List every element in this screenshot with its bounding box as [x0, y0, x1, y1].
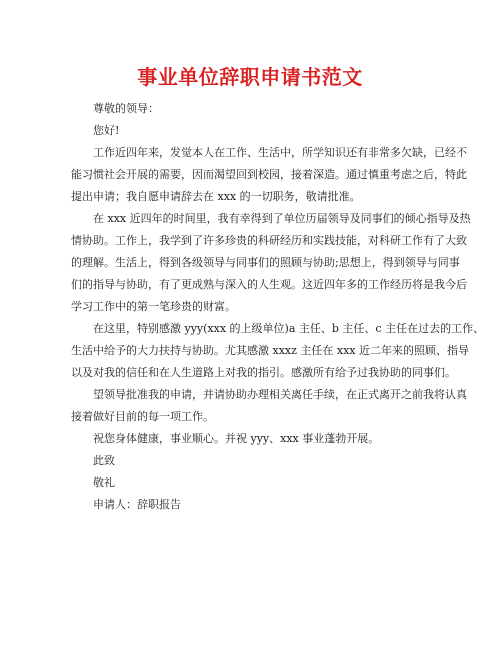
paragraph-3 [71, 318, 485, 384]
paragraph-4 [71, 384, 467, 428]
paragraph-line: 提出申请；我自愿申请辞去在 xxx 的一切职务，敬请批准。 [71, 190, 361, 203]
paragraph-2 [71, 208, 471, 318]
paragraph-line: 情协助。工作上，我学到了许多珍贵的科研经历和实践技能，对科研工作有了大致 [71, 234, 467, 247]
wish-line: 祝您身体健康，事业顺心。并祝 yyy、xxx 事业蓬勃开展。 [93, 432, 380, 445]
applicant-signature: 申请人：辞职报告 [93, 498, 181, 511]
greeting: 您好! [93, 124, 120, 137]
paragraph-line: 以及对我的信任和在人生道路上对我的指引。感激所有给予过我协助的同事们。 [71, 366, 456, 379]
salutation: 尊敬的领导： [93, 102, 159, 115]
paragraph-line: 工作近四年来，发觉本人在工作、生活中，所学知识还有非常多欠缺，已经不 [93, 146, 467, 159]
letter-body [71, 98, 485, 516]
paragraph-line: 在这里，特别感激 yyy(xxx 的上级单位)a 主任、b 主任、c 主任在过去的工作、 [93, 322, 485, 335]
paragraph-1 [71, 142, 467, 208]
closing-cizhi: 此致 [93, 454, 115, 467]
paragraph-line: 在 xxx 近四年的时间里，我有幸得到了单位历届领导及同事们的倾心指导及热 [93, 212, 471, 225]
paragraph-line: 们的指导与协助，有了更成熟与深入的人生观。这近四年多的工作经历将是我今后 [71, 278, 467, 291]
paragraph-line: 望领导批准我的申请，并请协助办理相关离任手续，在正式离开之前我将认真 [93, 388, 467, 401]
paragraph-line: 学习工作中的第一笔珍贵的财富。 [71, 300, 236, 313]
paragraph-line: 生活中给予的大力扶持与协助。尤其感激 xxxz 主任在 xxx 近二年来的照顾、指导 [71, 344, 470, 357]
paragraph-line: 能习惯社会开展的需要，因而渴望回到校园，接着深造。通过慎重考虑之后，特此 [71, 168, 467, 181]
paragraph-line: 接着做好目前的每一项工作。 [71, 410, 214, 423]
paragraph-line: 的理解。生活上，得到各级领导与同事们的照顾与协助;思想上，得到领导与同事 [71, 256, 460, 269]
document-title: 事业单位辞职申请书范文 [137, 65, 363, 89]
closing-jingli: 敬礼 [93, 476, 115, 489]
